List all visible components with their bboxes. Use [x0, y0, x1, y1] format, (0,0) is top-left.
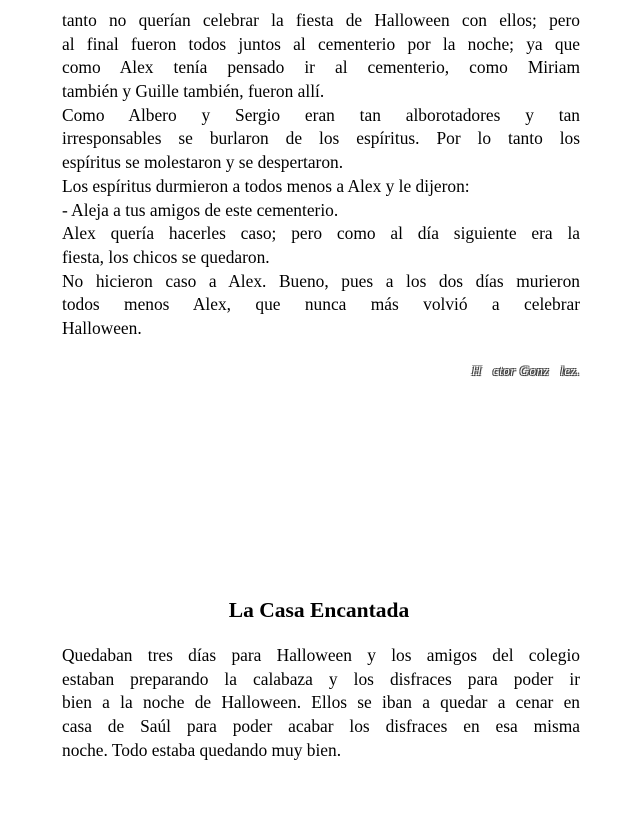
- story-two-text: [62, 644, 580, 762]
- text-line: al final fueron todos juntos al cementerio por la noche; ya que: [62, 33, 580, 54]
- text-line: tanto no querían celebrar la fiesta de Halloween con ellos; pero: [62, 10, 580, 30]
- text-line: irresponsables se burlaron de los espíritus. Por lo tanto los: [62, 128, 580, 149]
- text-line: todos menos Alex, que nunca más volvió a celebrar: [62, 294, 580, 315]
- text-line: casa de Saúl para poder acabar los disfraces en esa misma: [62, 716, 580, 737]
- text-line: como Alex tenía pensado ir al cementerio, como Miriam: [62, 57, 580, 78]
- text-line: noche. Todo estaba quedando muy bien.: [62, 739, 342, 760]
- story-title: La Casa Encantada: [228, 598, 410, 622]
- text-line: Los espíritus durmieron a todos menos a Alex y le dijeron:: [62, 175, 470, 196]
- text-line: Como Albero y Sergio eran tan alborotadores y tan: [62, 104, 580, 125]
- story-one-text: [62, 9, 580, 341]
- text-line: bien a la noche de Halloween. Ellos se iban a quedar a cenar en: [62, 692, 580, 713]
- text-line: también y Guille también, fueron allí.: [62, 81, 325, 102]
- author-signature: H ctor Gonz lez.: [471, 363, 580, 378]
- text-line: Halloween.: [62, 317, 142, 338]
- text-line: estaban preparando la calabaza y los disfraces para poder ir: [62, 668, 580, 689]
- text-line: espíritus se molestaron y se despertaron.: [62, 152, 344, 173]
- text-line: No hicieron caso a Alex. Bueno, pues a los dos días murieron: [62, 270, 580, 291]
- text-line: - Aleja a tus amigos de este cementerio.: [62, 199, 339, 220]
- text-line: Alex quería hacerles caso; pero como al día siguiente era la: [62, 223, 580, 244]
- text-line: fiesta, los chicos se quedaron.: [62, 246, 270, 267]
- text-line: Quedaban tres días para Halloween y los amigos del colegio: [62, 645, 580, 665]
